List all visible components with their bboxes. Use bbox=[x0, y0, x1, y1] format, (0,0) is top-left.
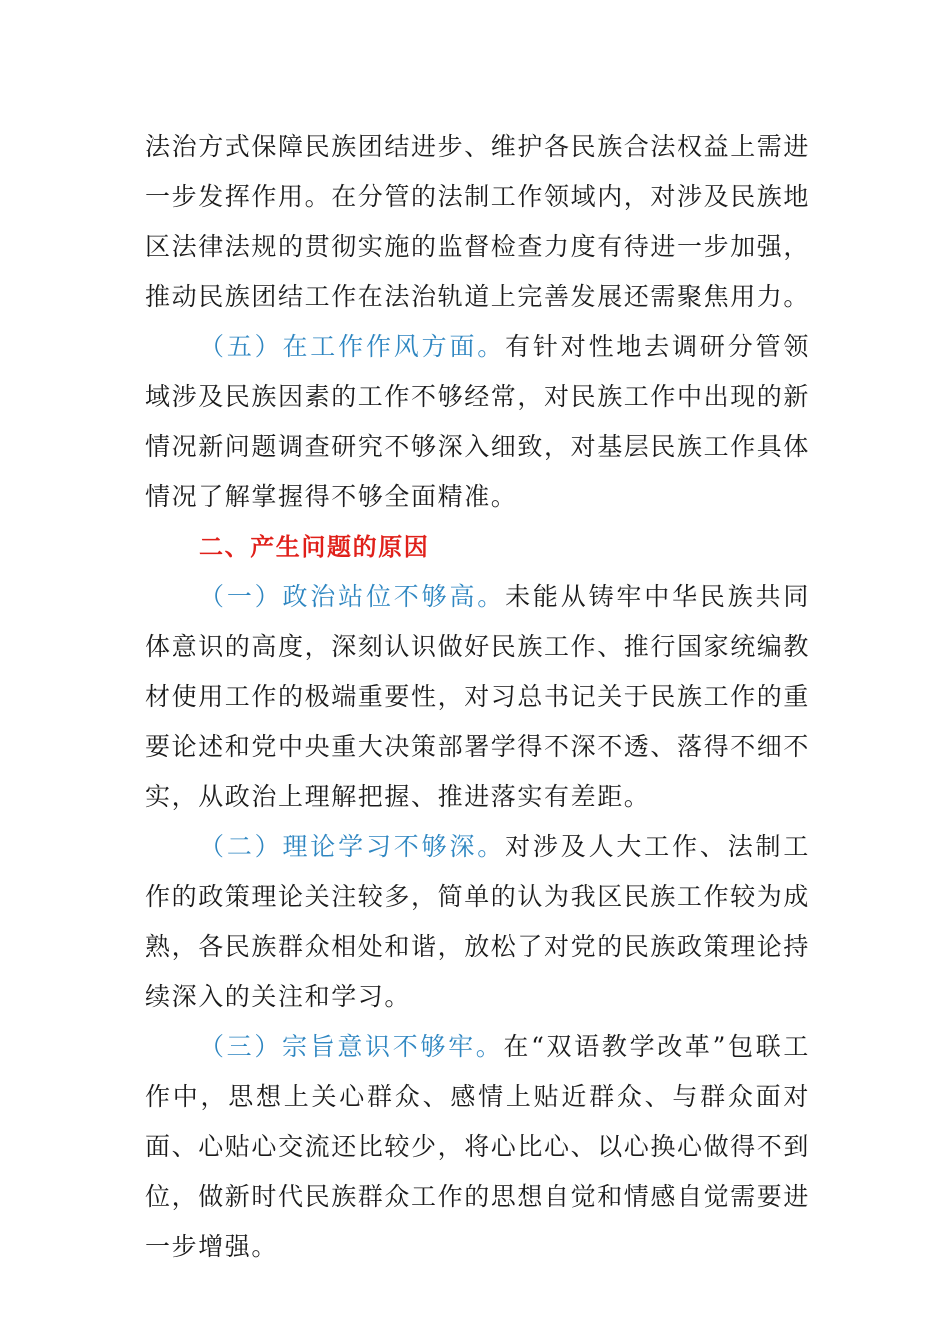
paragraph-theory-study bbox=[145, 822, 810, 1022]
paragraph-purpose-awareness bbox=[145, 1022, 810, 1272]
paragraph-lead-heading: （一）政治站位不够高。 bbox=[199, 582, 506, 611]
paragraph-text: 法治方式保障民族团结进步、维护各民族合法权益上需进一步发挥作用。在分管的法制工作领域内，对涉及民族地区法律法规的贯彻实施的监督检查力度有待进一步加强，推动民族团结工作在法治轨道上完善发展还需聚焦用力。 bbox=[145, 132, 811, 311]
paragraph-text: 在“双语教学改革”包联工作中，思想上关心群众、感情上贴近群众、与群众面对面、心贴心交流还比较少，将心比心、以心换心做得不到位，做新时代民族群众工作的思想自觉和情感自觉需要进一步增强。 bbox=[145, 1032, 811, 1261]
paragraph-text: 有针对性地去调研分管领域涉及民族因素的工作不够经常，对民族工作中出现的新情况新问题调查研究不够深入细致，对基层民族工作具体情况了解掌握得不够全面精准。 bbox=[145, 332, 811, 511]
paragraph-text: 对涉及人大工作、法制工作的政策理论关注较多，简单的认为我区民族工作较为成熟，各民族群众相处和谐，放松了对党的民族政策理论持续深入的关注和学习。 bbox=[145, 832, 811, 1011]
paragraph-lead-heading: （三）宗旨意识不够牢。 bbox=[199, 1032, 504, 1061]
paragraph-lead-heading: （五）在工作作风方面。 bbox=[199, 332, 506, 361]
paragraph-political-stance bbox=[145, 572, 810, 822]
paragraph-work-style bbox=[145, 322, 810, 522]
paragraph-text: 未能从铸牢中华民族共同体意识的高度，深刻认识做好民族工作、推行国家统编教材使用工作的极端重要性，对习总书记关于民族工作的重要论述和党中央重大决策部署学得不深不透、落得不细不实，从政治上理解把握、推进落实有差距。 bbox=[145, 582, 811, 811]
section-heading-causes: 二、产生问题的原因 bbox=[199, 533, 430, 561]
document-page bbox=[145, 122, 810, 1272]
paragraph-lead-heading: （二）理论学习不够深。 bbox=[199, 832, 506, 861]
paragraph-rule-of-law bbox=[145, 122, 810, 322]
